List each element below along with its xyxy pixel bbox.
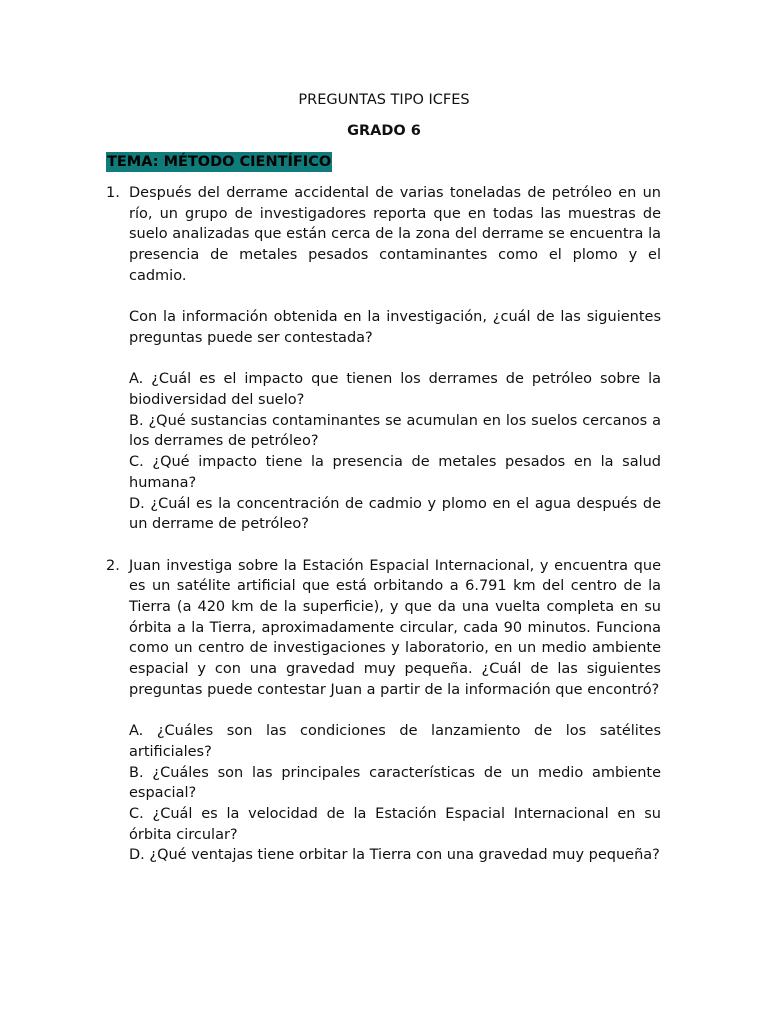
answer-option-a: A. ¿Cuáles son las condiciones de lanzamiento de los satélites artificiales? (129, 723, 661, 760)
answer-option-c: C. ¿Qué impacto tiene la presencia de metales pesados en la salud humana? (129, 454, 661, 491)
question-statement: Después del derrame accidental de varias toneladas de petróleo en un río, un grupo de investigadores reporta que en todas las muestras de suelo analizadas que están cerca de la zona del derrame se encuentra la presencia de metales pesados contaminantes como el plomo y el cadmio. (129, 185, 661, 284)
document-title: PREGUNTAS TIPO ICFES (298, 92, 470, 108)
answer-option-d: D. ¿Qué ventajas tiene orbitar la Tierra con una gravedad muy pequeña? (129, 847, 660, 864)
document-subtitle: GRADO 6 (347, 123, 421, 139)
answer-option-b: B. ¿Cuáles son las principales características de un medio ambiente espacial? (129, 764, 661, 802)
answer-option-d: D. ¿Cuál es la concentración de cadmio y plomo en el agua después de un derrame de petróleo? (129, 495, 661, 533)
question-number: 1. (106, 185, 120, 201)
answer-option-b: B. ¿Qué sustancias contaminantes se acumulan en los suelos cercanos a los derrames de petróleo? (129, 412, 661, 450)
question-list (106, 183, 661, 866)
question-body (129, 183, 661, 535)
topic-heading: TEMA: MÉTODO CIENTÍFICO (107, 154, 332, 170)
question-number: 2. (106, 557, 120, 574)
question-prompt: Con la información obtenida en la investigación, ¿cuál de las siguientes preguntas puede ser contestada? (129, 309, 661, 346)
answer-option-a: A. ¿Cuál es el impacto que tienen los derrames de petróleo sobre la biodiversidad del suelo? (129, 371, 661, 408)
question-2 (106, 556, 661, 867)
question-body (129, 556, 661, 867)
question-1 (106, 183, 661, 535)
answer-option-c: C. ¿Cuál es la velocidad de la Estación Espacial Internacional en su órbita circular? (129, 806, 661, 843)
question-statement: Juan investiga sobre la Estación Espacial Internacional, y encuentra que es un satélite artificial que está orbitando a 6.791 km del centro de la Tierra (a 420 km de la superficie), y que da una vuelta completa en su órbita a la Tierra, aproximadamente circular, cada 90 minutos. Funciona como un centro de investigaciones y laboratorio, en un medio ambiente espacial y con una gravedad muy pequeña. ¿Cuál de las siguientes preguntas puede contestar Juan a partir de la información que encontró? (129, 557, 661, 698)
